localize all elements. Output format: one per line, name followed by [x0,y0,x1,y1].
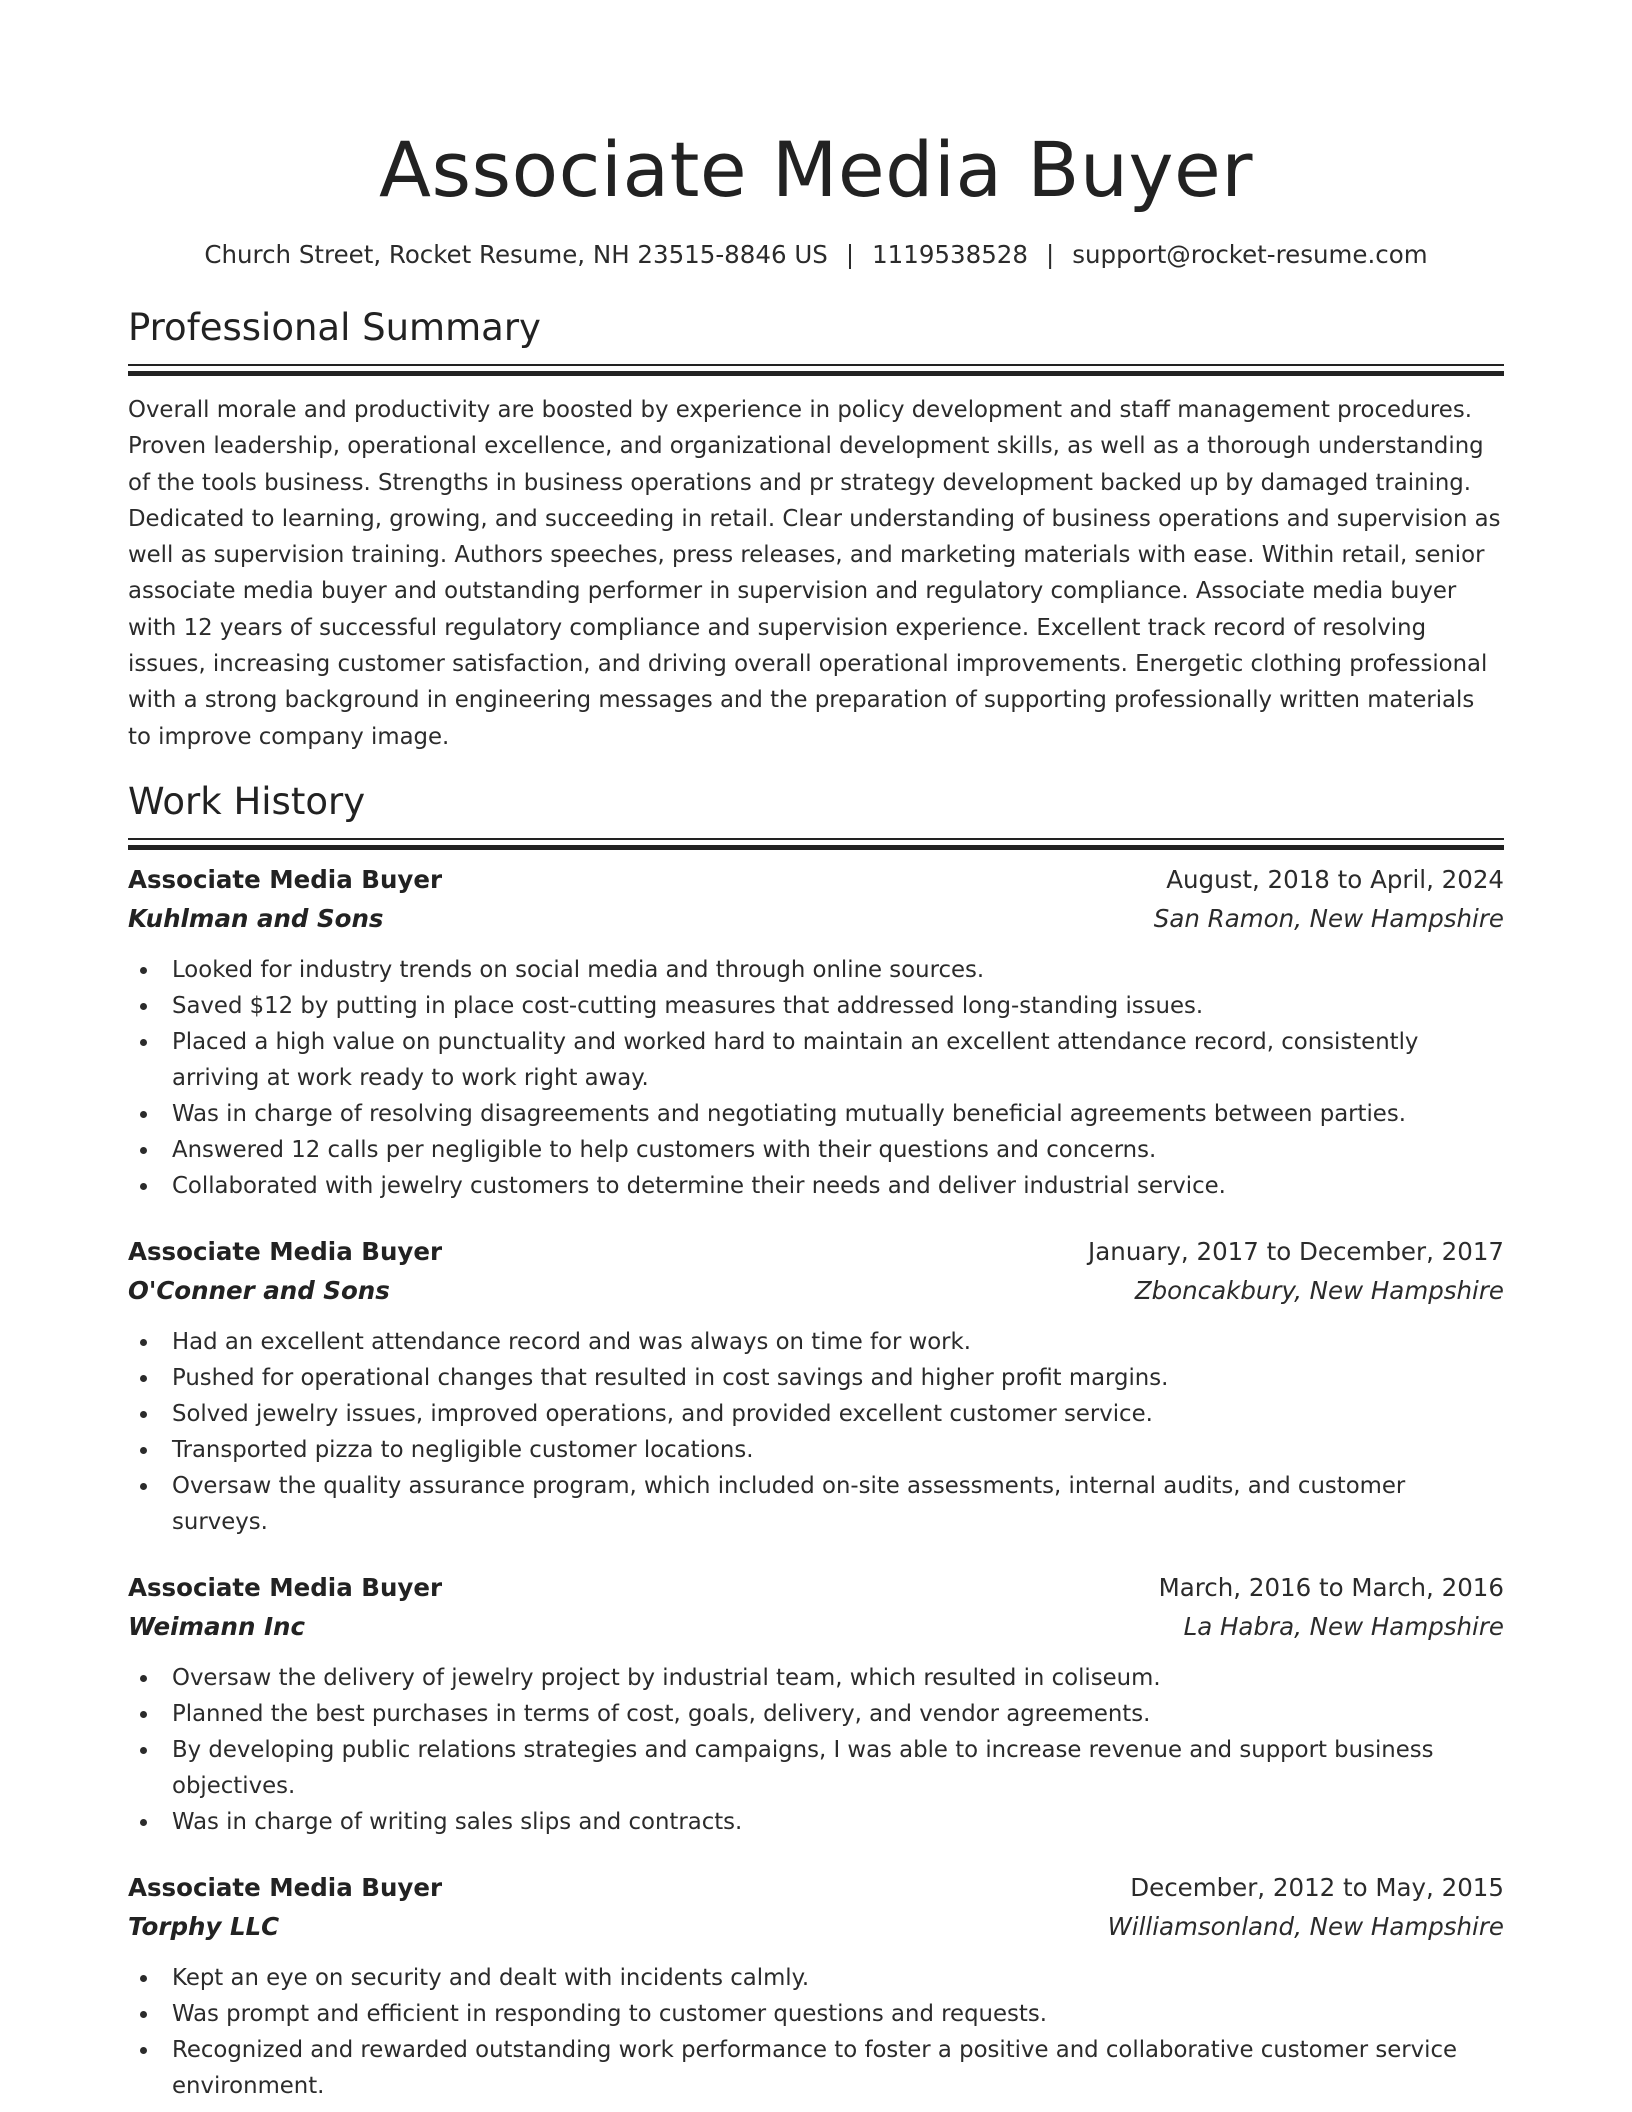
job-entry [128,1568,1504,1840]
job-title: Associate Media Buyer [128,1872,443,1902]
bullet-dot-icon [140,1039,147,1046]
bullet-dot-icon [140,1975,147,1982]
bullet-dot-icon [140,1111,147,1118]
bullet-text: Looked for industry trends on social media and through online sources. [172,956,985,983]
job-company-row [128,900,1504,938]
contact-separator: | [845,240,855,269]
bullet-item [128,988,1504,1024]
bullet-dot-icon [140,1447,147,1454]
job-bullets [128,1324,1504,1540]
bullet-dot-icon [140,1675,147,1682]
job-header-row [128,1868,1504,1908]
bullet-text: Pushed for operational changes that resulted in cost savings and higher profit margins. [172,1364,1169,1391]
bullet-dot-icon [140,1147,147,1154]
job-company: Kuhlman and Sons [128,903,384,933]
bullet-item [128,1960,1504,1996]
bullet-text: Was in charge of writing sales slips and contracts. [172,1808,743,1835]
bullet-text: Was in charge of resolving disagreements and negotiating mutually beneficial agreements between parties. [172,1100,1406,1127]
bullet-text: Had an excellent attendance record and was always on time for work. [172,1328,971,1355]
job-location: San Ramon, New Hampshire [1153,903,1504,933]
contact-phone: 1119538528 [872,240,1028,269]
job-dates: January, 2017 to December, 2017 [1088,1236,1504,1266]
bullet-dot-icon [140,1819,147,1826]
job-entry [128,1232,1504,1540]
section-divider [128,364,1504,366]
job-dates: March, 2016 to March, 2016 [1158,1572,1504,1602]
job-header-row [128,1568,1504,1608]
job-company: O'Conner and Sons [128,1275,390,1305]
summary-text: Overall morale and productivity are boosted by experience in policy development and staff management procedures. Proven leadership, operational excellence, and organizational development skills, as well as a thorough understanding of the tools business. Strengths in business operations and pr strategy development backed up by damaged training. Dedicated to learning, growing, and succeeding in retail. Clear understanding of business operations and supervision as well as supervision training. Authors speeches, press releases, and marketing materials with ease. Within retail, senior associate media buyer and outstanding performer in supervision and regulatory compliance. Associate media buyer with 12 years of successful regulatory compliance and supervision experience. Excellent track record of resolving issues, increasing customer satisfaction, and driving overall operational improvements. Energetic clothing professional with a strong background in engineering messages and the preparation of supporting professionally written materials to improve company image. [128,397,1501,750]
bullet-item [128,1024,1504,1096]
bullet-text: Planned the best purchases in terms of cost, goals, delivery, and vendor agreements. [172,1700,1151,1727]
bullet-dot-icon [140,1747,147,1754]
bullet-item [128,1168,1504,1204]
job-entry [128,860,1504,1204]
bullet-item [128,1360,1504,1396]
bullet-text: Recognized and rewarded outstanding work performance to foster a positive and collaborative customer service environment. [172,2036,1458,2099]
summary-section [128,304,1504,755]
contact-separator: | [1045,240,1055,269]
job-dates: August, 2018 to April, 2024 [1166,864,1504,894]
job-location: La Habra, New Hampshire [1183,1611,1504,1641]
bullet-item [128,1804,1504,1840]
job-title: Associate Media Buyer [128,1236,443,1266]
bullet-text: Saved $12 by putting in place cost-cutting measures that addressed long-standing issues. [172,992,1204,1019]
bullet-dot-icon [140,2011,147,2018]
work-history-heading: Work History [128,779,366,823]
bullet-dot-icon [140,1003,147,1010]
job-company-row [128,1608,1504,1646]
bullet-text: Oversaw the delivery of jewelry project by industrial team, which resulted in coliseum. [172,1664,1161,1691]
job-bullets [128,1960,1504,2104]
bullet-item [128,1468,1504,1540]
bullet-dot-icon [140,1375,147,1382]
bullet-item [128,1432,1504,1468]
work-history-section [128,778,1504,2104]
contact-address: Church Street, Rocket Resume, NH 23515-8846 US [204,240,828,269]
bullet-text: Kept an eye on security and dealt with incidents calmly. [172,1964,810,1991]
job-dates: December, 2012 to May, 2015 [1130,1872,1504,1902]
job-company: Torphy LLC [128,1911,280,1941]
bullet-text: Collaborated with jewelry customers to determine their needs and deliver industrial service. [172,1172,1226,1199]
bullet-dot-icon [140,1183,147,1190]
contact-email: support@rocket-resume.com [1072,240,1428,269]
job-bullets [128,1660,1504,1840]
bullet-text: Answered 12 calls per negligible to help customers with their questions and concerns. [172,1136,1157,1163]
bullet-item [128,1996,1504,2032]
bullet-text: By developing public relations strategies and campaigns, I was able to increase revenue and support business objectives. [172,1736,1434,1799]
bullet-item [128,1396,1504,1432]
job-company-row [128,1908,1504,1946]
resume-page [128,0,1504,2104]
job-location: Williamsonland, New Hampshire [1107,1911,1504,1941]
bullet-text: Oversaw the quality assurance program, which included on-site assessments, internal audits, and customer surveys. [172,1472,1406,1535]
bullet-dot-icon [140,967,147,974]
bullet-dot-icon [140,1339,147,1346]
job-header-row [128,1232,1504,1272]
job-entry [128,1868,1504,2104]
bullet-item [128,1324,1504,1360]
job-header-row [128,860,1504,900]
job-location: Zboncakbury, New Hampshire [1134,1275,1504,1305]
bullet-item [128,1732,1504,1804]
summary-heading: Professional Summary [128,306,541,349]
resume-name: Associate Media Buyer [378,125,1254,214]
job-company-row [128,1272,1504,1310]
bullet-item [128,1696,1504,1732]
job-bullets [128,952,1504,1204]
bullet-dot-icon [140,1483,147,1490]
bullet-text: Transported pizza to negligible customer locations. [172,1436,754,1463]
bullet-text: Was prompt and efficient in responding to customer questions and requests. [172,2000,1047,2027]
job-company: Weimann Inc [128,1611,306,1641]
bullet-item [128,2032,1504,2104]
bullet-item [128,1660,1504,1696]
job-title: Associate Media Buyer [128,864,443,894]
bullet-item [128,1096,1504,1132]
bullet-item [128,1132,1504,1168]
bullet-text: Solved jewelry issues, improved operations, and provided excellent customer service. [172,1400,1153,1427]
bullet-item [128,952,1504,988]
section-divider [128,838,1504,840]
bullet-dot-icon [140,1711,147,1718]
job-title: Associate Media Buyer [128,1572,443,1602]
bullet-text: Placed a high value on punctuality and worked hard to maintain an excellent attendance record, consistently arriving at work ready to work right away. [172,1028,1419,1091]
bullet-dot-icon [140,2047,147,2054]
contact-line [128,238,1504,272]
bullet-dot-icon [140,1411,147,1418]
